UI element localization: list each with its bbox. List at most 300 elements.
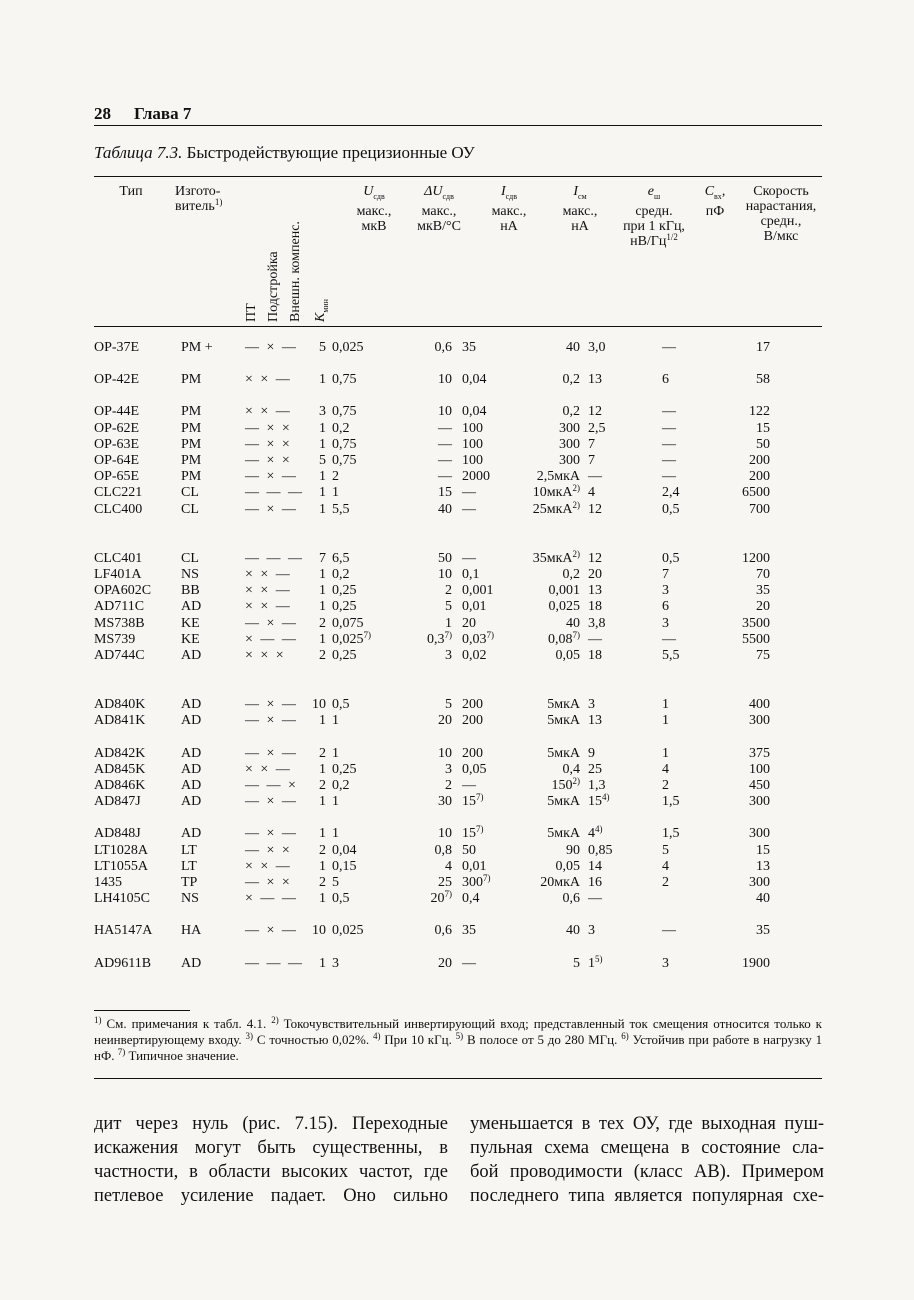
row-bias-current: 40 [566, 615, 580, 631]
table-row [94, 421, 770, 437]
row-offset-current: — [462, 955, 476, 971]
row-offset-drift: 10 [438, 567, 452, 583]
header-type: Тип [119, 184, 143, 199]
row-offset-current: 200 [462, 697, 483, 713]
row-slew-rate: 300 [749, 794, 770, 810]
body-text-left: дит через нуль (рис. 7.15). Переходные искажения могут быть существенны, в частности, в области высоких частот, где петлевое усиление падает. Оно сильно [94, 1114, 448, 1206]
footnote-rule [94, 1010, 190, 1011]
row-slew-rate: 70 [756, 567, 770, 583]
row-input-capacitance: 0,5 [662, 501, 680, 517]
row-input-capacitance: 3 [662, 583, 669, 599]
table-row [94, 502, 770, 518]
row-flags: — × × [245, 420, 292, 436]
row-offset-current: — [462, 778, 476, 794]
header-noise: $e_ш$ средн. при 1 кГц, $нВ/Гц^{1/2}$ [623, 184, 685, 249]
row-noise: 12 [588, 404, 602, 420]
row-input-capacitance: — [662, 404, 676, 420]
row-kmin: 2 [319, 875, 326, 891]
row-bias-current: 0,05 [555, 858, 580, 874]
header-fet: ПТ [244, 303, 259, 322]
row-bias-current: 5мкА [547, 697, 580, 713]
row-kmin: 1 [319, 567, 326, 583]
row-slew-rate: 300 [749, 826, 770, 842]
row-slew-rate: 450 [749, 778, 770, 794]
row-noise: 4$^{4)}$ [588, 824, 603, 842]
row-type: LT1055A [94, 858, 148, 874]
row-bias-current: 300 [559, 420, 580, 436]
table-row [94, 859, 770, 875]
row-offset-drift: 20$^{7)}$ [430, 889, 452, 907]
row-noise: 20 [588, 567, 602, 583]
row-bias-current: 35мкА$^{2)}$ [532, 548, 580, 566]
row-bias-current: 0,2 [562, 567, 580, 583]
row-slew-rate: 35 [756, 923, 770, 939]
row-offset-current: 2000 [462, 469, 490, 485]
footnote-ref: 4) [595, 824, 603, 835]
row-flags: — × × [245, 875, 292, 891]
row-flags: — × — [245, 469, 298, 485]
row-input-capacitance: 2 [662, 778, 669, 794]
row-noise: 14 [588, 858, 602, 874]
row-input-capacitance: 4 [662, 761, 669, 777]
row-bias-current: 5мкА [547, 745, 580, 761]
row-flags: × × × [245, 648, 286, 664]
table-row [94, 891, 770, 907]
row-flags: — × — [245, 501, 298, 517]
row-kmin: 1 [319, 501, 326, 517]
row-bias-current: 25мкА$^{2)}$ [532, 499, 580, 517]
row-offset-voltage: 0,25 [332, 648, 357, 664]
row-bias-current: 20мкА [540, 875, 580, 891]
row-bias-current: 0,025 [548, 599, 580, 615]
row-noise: 13 [588, 583, 602, 599]
row-type: LF401A [94, 567, 142, 583]
caption-title: Быстродействующие прецизионные ОУ [186, 143, 475, 162]
row-manufacturer: BB [181, 583, 200, 599]
row-offset-current: 300$^{7)}$ [462, 873, 491, 891]
row-offset-voltage: 0,2 [332, 567, 350, 583]
row-slew-rate: 40 [756, 891, 770, 907]
row-slew-rate: 200 [749, 453, 770, 469]
row-kmin: 1 [319, 372, 326, 388]
page-number: 28 [94, 104, 111, 123]
row-flags: — × — [245, 826, 298, 842]
row-input-capacitance: — [662, 453, 676, 469]
row-offset-voltage: 0,25 [332, 761, 357, 777]
row-manufacturer: CL [181, 550, 199, 566]
row-slew-rate: 13 [756, 858, 770, 874]
row-type: LT1028A [94, 842, 148, 858]
row-manufacturer: HA [181, 923, 202, 939]
row-input-capacitance: 4 [662, 858, 669, 874]
row-offset-current: — [462, 501, 476, 517]
row-offset-current: — [462, 485, 476, 501]
row-input-capacitance: 5 [662, 842, 669, 858]
header-offset-drift: $\Delta U_{сдв}$ макс., мкВ/°С [417, 184, 461, 234]
row-flags: — × — [245, 923, 298, 939]
row-kmin: 1 [319, 955, 326, 971]
table-row [94, 583, 770, 599]
table-body [94, 340, 770, 972]
row-kmin: 1 [319, 826, 326, 842]
table-row [94, 648, 770, 664]
row-offset-current: 100 [462, 436, 483, 452]
row-input-capacitance: 1 [662, 713, 669, 729]
row-flags: — × — [245, 697, 298, 713]
row-manufacturer: PM [181, 469, 202, 485]
row-offset-voltage: 0,025 [332, 340, 364, 355]
row-manufacturer: PM [181, 404, 202, 420]
row-flags: — — — [245, 550, 304, 566]
row-type: OP-62E [94, 420, 140, 436]
table-caption [94, 143, 475, 163]
row-offset-current: 35 [462, 340, 476, 355]
table-row [94, 762, 770, 778]
row-kmin: 1 [319, 599, 326, 615]
row-kmin: 1 [319, 858, 326, 874]
row-offset-voltage: 0,5 [332, 697, 350, 713]
row-offset-drift: 2 [445, 583, 452, 599]
row-slew-rate: 15 [756, 842, 770, 858]
row-bias-current: 90 [566, 842, 580, 858]
row-noise: 13 [588, 372, 602, 388]
row-slew-rate: 15 [756, 420, 770, 436]
row-type: OP-63E [94, 436, 140, 452]
row-flags: × × — [245, 858, 292, 874]
footnote-ref: 4) [602, 792, 610, 803]
row-type: LH4105C [94, 891, 150, 907]
row-manufacturer: PM [181, 453, 202, 469]
row-kmin: 2 [319, 778, 326, 794]
header-offset-current: $I_{сдв}$ макс., нА [491, 184, 527, 234]
footnote-ref: 7) [363, 629, 371, 640]
row-offset-current: 0,05 [462, 761, 487, 777]
row-noise: 13 [588, 713, 602, 729]
row-manufacturer: AD [181, 648, 202, 664]
row-type: MS739 [94, 631, 136, 647]
row-spacer [94, 730, 770, 746]
row-input-capacitance: — [662, 923, 676, 939]
row-flags: — — — [245, 955, 304, 971]
row-spacer [94, 907, 770, 923]
row-offset-drift: 0,6 [434, 923, 452, 939]
row-manufacturer: AD [181, 826, 202, 842]
row-offset-current: 15$^{7)}$ [462, 792, 484, 810]
footnote-ref: 7) [476, 792, 484, 803]
row-offset-drift: 0,8 [434, 842, 452, 858]
row-noise: 3,0 [588, 340, 606, 355]
row-offset-current: 15$^{7)}$ [462, 824, 484, 842]
table-row [94, 843, 770, 859]
row-noise: — [588, 469, 602, 485]
row-offset-current: 0,4 [462, 891, 480, 907]
row-manufacturer: PM + [181, 340, 213, 355]
row-type: HA5147A [94, 923, 153, 939]
row-offset-voltage: 0,5 [332, 891, 350, 907]
header-trim: Подстройка [266, 251, 281, 322]
header-kmin: $K_{мин}$ [313, 299, 330, 322]
row-offset-voltage: 0,75 [332, 453, 357, 469]
row-noise: — [588, 631, 602, 647]
row-input-capacitance: 3 [662, 615, 669, 631]
row-noise: 3 [588, 697, 595, 713]
row-manufacturer: PM [181, 372, 202, 388]
row-offset-voltage: 0,04 [332, 842, 357, 858]
row-input-capacitance: 5,5 [662, 648, 680, 664]
row-kmin: 1 [319, 891, 326, 907]
row-offset-drift: 2 [445, 778, 452, 794]
header-input-capacitance: $C_{вх}$, пФ [704, 184, 726, 219]
row-offset-voltage: 1 [332, 794, 339, 810]
row-type: 1435 [94, 875, 122, 891]
row-noise: 1,3 [588, 778, 606, 794]
row-bias-current: 0,05 [555, 648, 580, 664]
row-bias-current: 5мкА [547, 713, 580, 729]
row-noise: 18 [588, 599, 602, 615]
footnote-ref: 5) [595, 953, 603, 964]
row-offset-current: 0,03$^{7)}$ [462, 629, 494, 647]
table-row [94, 404, 770, 420]
row-type: CLC400 [94, 501, 143, 517]
row-offset-current: — [462, 550, 476, 566]
row-flags: — × — [245, 713, 298, 729]
row-bias-current: 40 [566, 340, 580, 355]
row-offset-current: 35 [462, 923, 476, 939]
table-row [94, 469, 770, 485]
row-manufacturer: AD [181, 955, 202, 971]
row-type: AD848J [94, 826, 141, 842]
row-manufacturer: NS [181, 891, 199, 907]
row-flags: — × × [245, 842, 292, 858]
table-header-rule [94, 326, 822, 327]
footnote-ref: 7) [483, 873, 491, 884]
row-type: AD845K [94, 761, 146, 777]
row-slew-rate: 17 [756, 340, 770, 355]
row-kmin: 1 [319, 631, 326, 647]
row-kmin: 3 [319, 404, 326, 420]
row-type: MS738B [94, 615, 145, 631]
row-kmin: 10 [312, 697, 326, 713]
row-bias-current: 0,2 [562, 372, 580, 388]
row-offset-current: 0,001 [462, 583, 494, 599]
row-offset-current: 20 [462, 615, 476, 631]
table-row [94, 616, 770, 632]
header-ext-comp: Внешн. компенс. [288, 221, 303, 322]
row-flags: × × — [245, 372, 292, 388]
row-bias-current: 0,4 [562, 761, 580, 777]
row-kmin: 2 [319, 842, 326, 858]
row-spacer [94, 356, 770, 372]
row-offset-voltage: 0,075 [332, 615, 364, 631]
op-amp-table [94, 340, 770, 972]
row-kmin: 2 [319, 745, 326, 761]
row-bias-current: 300 [559, 436, 580, 452]
row-slew-rate: 5500 [742, 631, 770, 647]
row-noise: 18 [588, 648, 602, 664]
table-row [94, 567, 770, 583]
row-kmin: 1 [319, 485, 326, 501]
row-manufacturer: KE [181, 615, 200, 631]
row-offset-voltage: 3 [332, 955, 339, 971]
table-row [94, 599, 770, 615]
row-kmin: 5 [319, 340, 326, 355]
row-bias-current: 2,5мкА [536, 469, 580, 485]
row-noise: 15$^{4)}$ [588, 792, 610, 810]
row-offset-drift: — [438, 469, 452, 485]
header-slew-rate: Скорость нарастания, средн., В/мкс [745, 184, 817, 244]
table-row [94, 875, 770, 891]
row-offset-voltage: 1 [332, 485, 339, 501]
row-offset-current: 200 [462, 713, 483, 729]
row-bias-current: 0,08$^{7)}$ [548, 629, 580, 647]
row-offset-drift: 50 [438, 550, 452, 566]
row-offset-voltage: 6,5 [332, 550, 350, 566]
row-bias-current: 0,2 [562, 404, 580, 420]
row-type: OP-37E [94, 340, 140, 355]
row-offset-current: 200 [462, 745, 483, 761]
row-noise: 12 [588, 501, 602, 517]
row-kmin: 1 [319, 420, 326, 436]
row-manufacturer: AD [181, 713, 202, 729]
row-input-capacitance: — [662, 631, 676, 647]
row-bias-current: 150$^{2)}$ [551, 776, 580, 794]
row-flags: — × — [245, 615, 298, 631]
row-offset-drift: 40 [438, 501, 452, 517]
row-input-capacitance: 2,4 [662, 485, 680, 501]
row-input-capacitance: 1,5 [662, 794, 680, 810]
row-input-capacitance: 1 [662, 697, 669, 713]
row-bias-current: 0,001 [548, 583, 580, 599]
row-flags: — × — [245, 745, 298, 761]
row-offset-voltage: 1 [332, 745, 339, 761]
row-type: OPA602C [94, 583, 152, 599]
row-kmin: 1 [319, 469, 326, 485]
row-slew-rate: 75 [756, 648, 770, 664]
row-offset-drift: 0,3$^{7)}$ [427, 629, 452, 647]
row-manufacturer: CL [181, 485, 199, 501]
row-slew-rate: 35 [756, 583, 770, 599]
row-type: AD840K [94, 697, 146, 713]
row-flags: × × — [245, 761, 292, 777]
row-offset-current: 0,01 [462, 858, 487, 874]
header-bias-current: $I_{см}$ макс., нА [562, 184, 598, 234]
row-bias-current: 5мкА [547, 794, 580, 810]
row-noise: 2,5 [588, 420, 606, 436]
row-kmin: 1 [319, 713, 326, 729]
table-row [94, 372, 770, 388]
row-manufacturer: CL [181, 501, 199, 517]
row-input-capacitance: 6 [662, 599, 669, 615]
row-input-capacitance: 3 [662, 955, 669, 971]
row-offset-current: 0,04 [462, 404, 487, 420]
table-row [94, 453, 770, 469]
row-offset-voltage: 0,025 [332, 923, 364, 939]
row-flags: × × — [245, 583, 292, 599]
row-offset-voltage: 0,75 [332, 372, 357, 388]
row-spacer [94, 664, 770, 697]
row-noise: 3,8 [588, 615, 606, 631]
row-offset-voltage: 0,15 [332, 858, 357, 874]
row-offset-drift: 20 [438, 713, 452, 729]
row-noise: 9 [588, 745, 595, 761]
row-flags: × × — [245, 567, 292, 583]
chapter-title: Глава 7 [134, 104, 192, 123]
row-offset-current: 0,02 [462, 648, 487, 664]
table-row [94, 437, 770, 453]
row-offset-voltage: 0,75 [332, 436, 357, 452]
row-input-capacitance: 6 [662, 372, 669, 388]
row-input-capacitance: 1 [662, 745, 669, 761]
row-flags: — — × [245, 778, 298, 794]
row-offset-drift: 3 [445, 761, 452, 777]
row-input-capacitance: — [662, 436, 676, 452]
row-offset-current: 0,04 [462, 372, 487, 388]
row-spacer [94, 388, 770, 404]
row-flags: × — — [245, 891, 298, 907]
row-bias-current: 300 [559, 453, 580, 469]
footnote-ref: 2) [572, 548, 580, 559]
row-slew-rate: 58 [756, 372, 770, 388]
row-manufacturer: TP [181, 875, 198, 891]
row-bias-current: 0,6 [562, 891, 580, 907]
row-slew-rate: 700 [749, 501, 770, 517]
row-manufacturer: PM [181, 420, 202, 436]
table-row [94, 746, 770, 762]
footnote-ref: 7) [476, 824, 484, 835]
row-type: AD744C [94, 648, 145, 664]
table-row [94, 826, 770, 842]
row-slew-rate: 122 [749, 404, 770, 420]
row-manufacturer: AD [181, 761, 202, 777]
row-input-capacitance: 7 [662, 567, 669, 583]
row-offset-voltage: 0,2 [332, 420, 350, 436]
row-offset-drift: 1 [445, 615, 452, 631]
row-offset-voltage: 1 [332, 826, 339, 842]
table-bottom-rule [94, 1078, 822, 1079]
row-kmin: 10 [312, 923, 326, 939]
row-offset-voltage: 0,25 [332, 599, 357, 615]
row-noise: 4 [588, 485, 595, 501]
row-offset-drift: — [438, 436, 452, 452]
row-offset-drift: 4 [445, 858, 452, 874]
row-input-capacitance [662, 891, 714, 907]
row-noise: — [588, 891, 602, 907]
row-manufacturer: KE [181, 631, 200, 647]
row-offset-drift: 10 [438, 826, 452, 842]
row-type: OP-64E [94, 453, 140, 469]
row-offset-drift: 5 [445, 599, 452, 615]
table-row [94, 632, 770, 648]
row-noise: 7 [588, 436, 595, 452]
row-type: AD842K [94, 745, 146, 761]
row-manufacturer: AD [181, 745, 202, 761]
row-flags: — × × [245, 436, 292, 452]
row-slew-rate: 300 [749, 875, 770, 891]
row-flags: × × — [245, 404, 292, 420]
row-noise: 1$^{5)}$ [588, 953, 603, 971]
row-offset-drift: 10 [438, 372, 452, 388]
row-flags: — × — [245, 794, 298, 810]
row-type: AD9611B [94, 955, 152, 971]
row-manufacturer: PM [181, 436, 202, 452]
table-row [94, 778, 770, 794]
footnote-ref: 2) [572, 776, 580, 787]
row-slew-rate: 50 [756, 436, 770, 452]
row-manufacturer: AD [181, 778, 202, 794]
row-offset-drift: 3 [445, 648, 452, 664]
row-type: OP-42E [94, 372, 140, 388]
row-offset-voltage: 1 [332, 713, 339, 729]
